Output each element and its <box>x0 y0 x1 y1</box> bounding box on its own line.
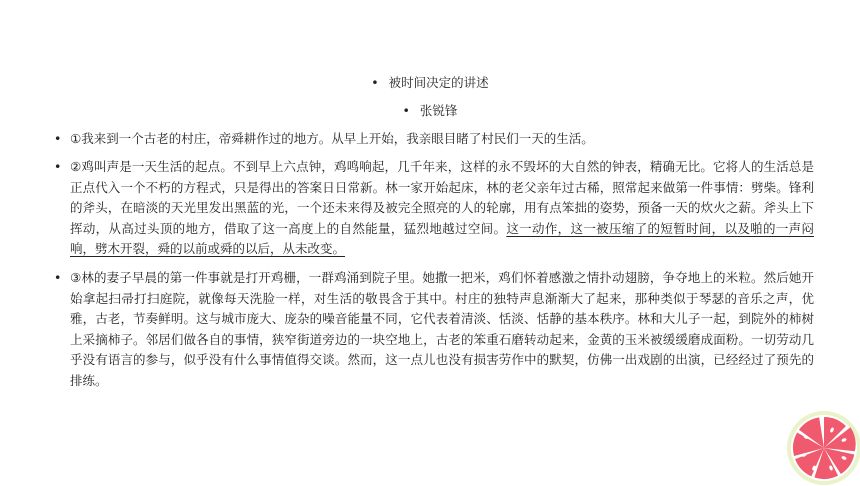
author-text: 张锐锋 <box>419 103 458 118</box>
paragraph-text: ②鸡叫声是一天生活的起点。不到早上六点钟，鸡鸣响起，几千年来，这样的永不毁坏的大自然的钟表，精确无比。它将人的生活总是正点代入一个不朽的方程式，只是得出的答案日日常新。林一家开始起床，林的老父亲年过古稀，照常起来做第一件事情：劈柴。锋利的斧头，在暗淡的天光里发出黑蓝的光，一个还未来得及被完全照亮的人的轮廓，用有点笨拙的姿势，预备一天的炊火之薪。斧头上下挥动，从高过头顶的地方，借取了这一高度上的自然能量，猛烈地越过空间。 <box>70 159 814 236</box>
paragraph-2 <box>54 157 814 260</box>
title-text: 被时间决定的讲述 <box>388 75 489 90</box>
watermelon-slice-icon <box>786 410 860 486</box>
paragraph-3 <box>54 268 814 391</box>
paragraph-1 <box>54 129 814 150</box>
title-line <box>0 74 860 92</box>
bullet: • <box>371 75 379 90</box>
bullet: • <box>54 159 62 174</box>
paragraph-text: ③林的妻子早晨的第一件事就是打开鸡栅，一群鸡涌到院子里。她撒一把米，鸡们怀着感激之情扑动翅膀，争夺地上的米粒。然后她开始拿起扫帚打扫庭院，就像每天洗脸一样，对生活的敬畏含于其中。村庄的独特声息渐渐大了起来，那种类似于琴瑟的音乐之声，优雅，古老，节奏鲜明。这与城市庞大、庞杂的噪音能量不同，它代表着清淡、恬淡、恬静的基本秩序。林和大儿子一起，到院外的柿树上采摘柿子。邻居们做各自的事情，狭窄街道旁边的一块空地上，古老的笨重石磨转动起来，金黄的玉米被缓缓磨成面粉。一切劳动几乎没有语言的参与，似乎没有什么事情值得交谈。然而，这一点儿也没有损害劳作中的默契，仿佛一出戏剧的出演，已经经过了预先的排练。 <box>70 270 814 388</box>
underlined-text: 这一动作，这一被压缩了的短暂时间，以及啪的一声闷响，劈木开裂，舜的以前或舜的以后，从未改变。 <box>70 220 814 256</box>
bullet: • <box>54 270 62 285</box>
author-line <box>0 102 860 120</box>
bullet: • <box>402 103 410 118</box>
paragraph-text: ①我来到一个古老的村庄，帝舜耕作过的地方。从早上开始，我亲眼目睹了村民们一天的生活。 <box>70 131 594 146</box>
bullet: • <box>54 131 62 146</box>
paragraph-text-wrap <box>70 157 814 260</box>
